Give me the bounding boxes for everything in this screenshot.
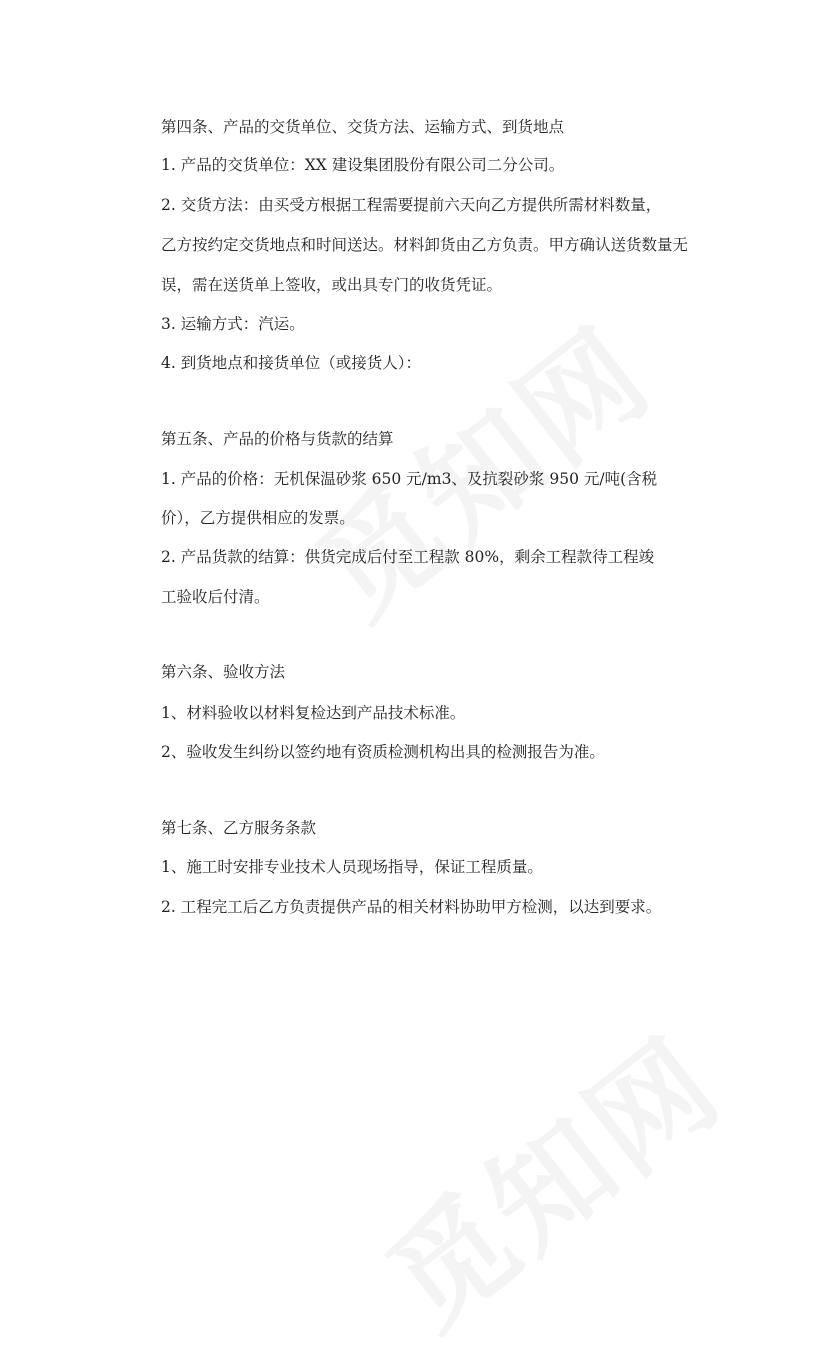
paragraph-line: 1. 产品的价格：无机保温砂浆 650 元/m3、及抗裂砂浆 950 元/吨(含税 <box>161 470 658 488</box>
paragraph-line: 1. 产品的交货单位：XX 建设集团股份有限公司二分公司。 <box>161 156 565 174</box>
paragraph-line: 1、材料验收以材料复检达到产品技术标准。 <box>161 704 466 722</box>
paragraph-line: 2、验收发生纠纷以签约地有资质检测机构出具的检测报告为准。 <box>161 743 605 761</box>
paragraph-line: 工验收后付清。 <box>161 588 270 606</box>
paragraph-line: 3. 运输方式：汽运。 <box>161 315 305 333</box>
paragraph-line: 价），乙方提供相应的发票。 <box>161 509 355 527</box>
paragraph-line: 误，需在送货单上签收，或出具专门的收货凭证。 <box>161 276 503 294</box>
section-heading: 第四条、产品的交货单位、交货方法、运输方式、到货地点 <box>161 118 565 136</box>
section-heading: 第六条、验收方法 <box>161 663 286 681</box>
section-heading: 第七条、乙方服务条款 <box>161 819 317 837</box>
paragraph-line: 2. 产品货款的结算：供货完成后付至工程款 80%，剩余工程款待工程竣 <box>161 548 655 566</box>
watermark <box>277 282 681 650</box>
watermark <box>347 992 751 1360</box>
paragraph-line: 1、施工时安排专业技术人员现场指导，保证工程质量。 <box>161 858 543 876</box>
paragraph-line: 2. 工程完工后乙方负责提供产品的相关材料协助甲方检测，以达到要求。 <box>161 898 662 916</box>
paragraph-line: 4. 到货地点和接货单位（或接货人）： <box>161 354 421 372</box>
paragraph-line: 2. 交货方法：由买受方根据工程需要提前六天向乙方提供所需材料数量， <box>161 196 662 214</box>
paragraph-line: 乙方按约定交货地点和时间送达。材料卸货由乙方负责。甲方确认送货数量无 <box>161 236 689 254</box>
section-heading: 第五条、产品的价格与货款的结算 <box>161 430 394 448</box>
